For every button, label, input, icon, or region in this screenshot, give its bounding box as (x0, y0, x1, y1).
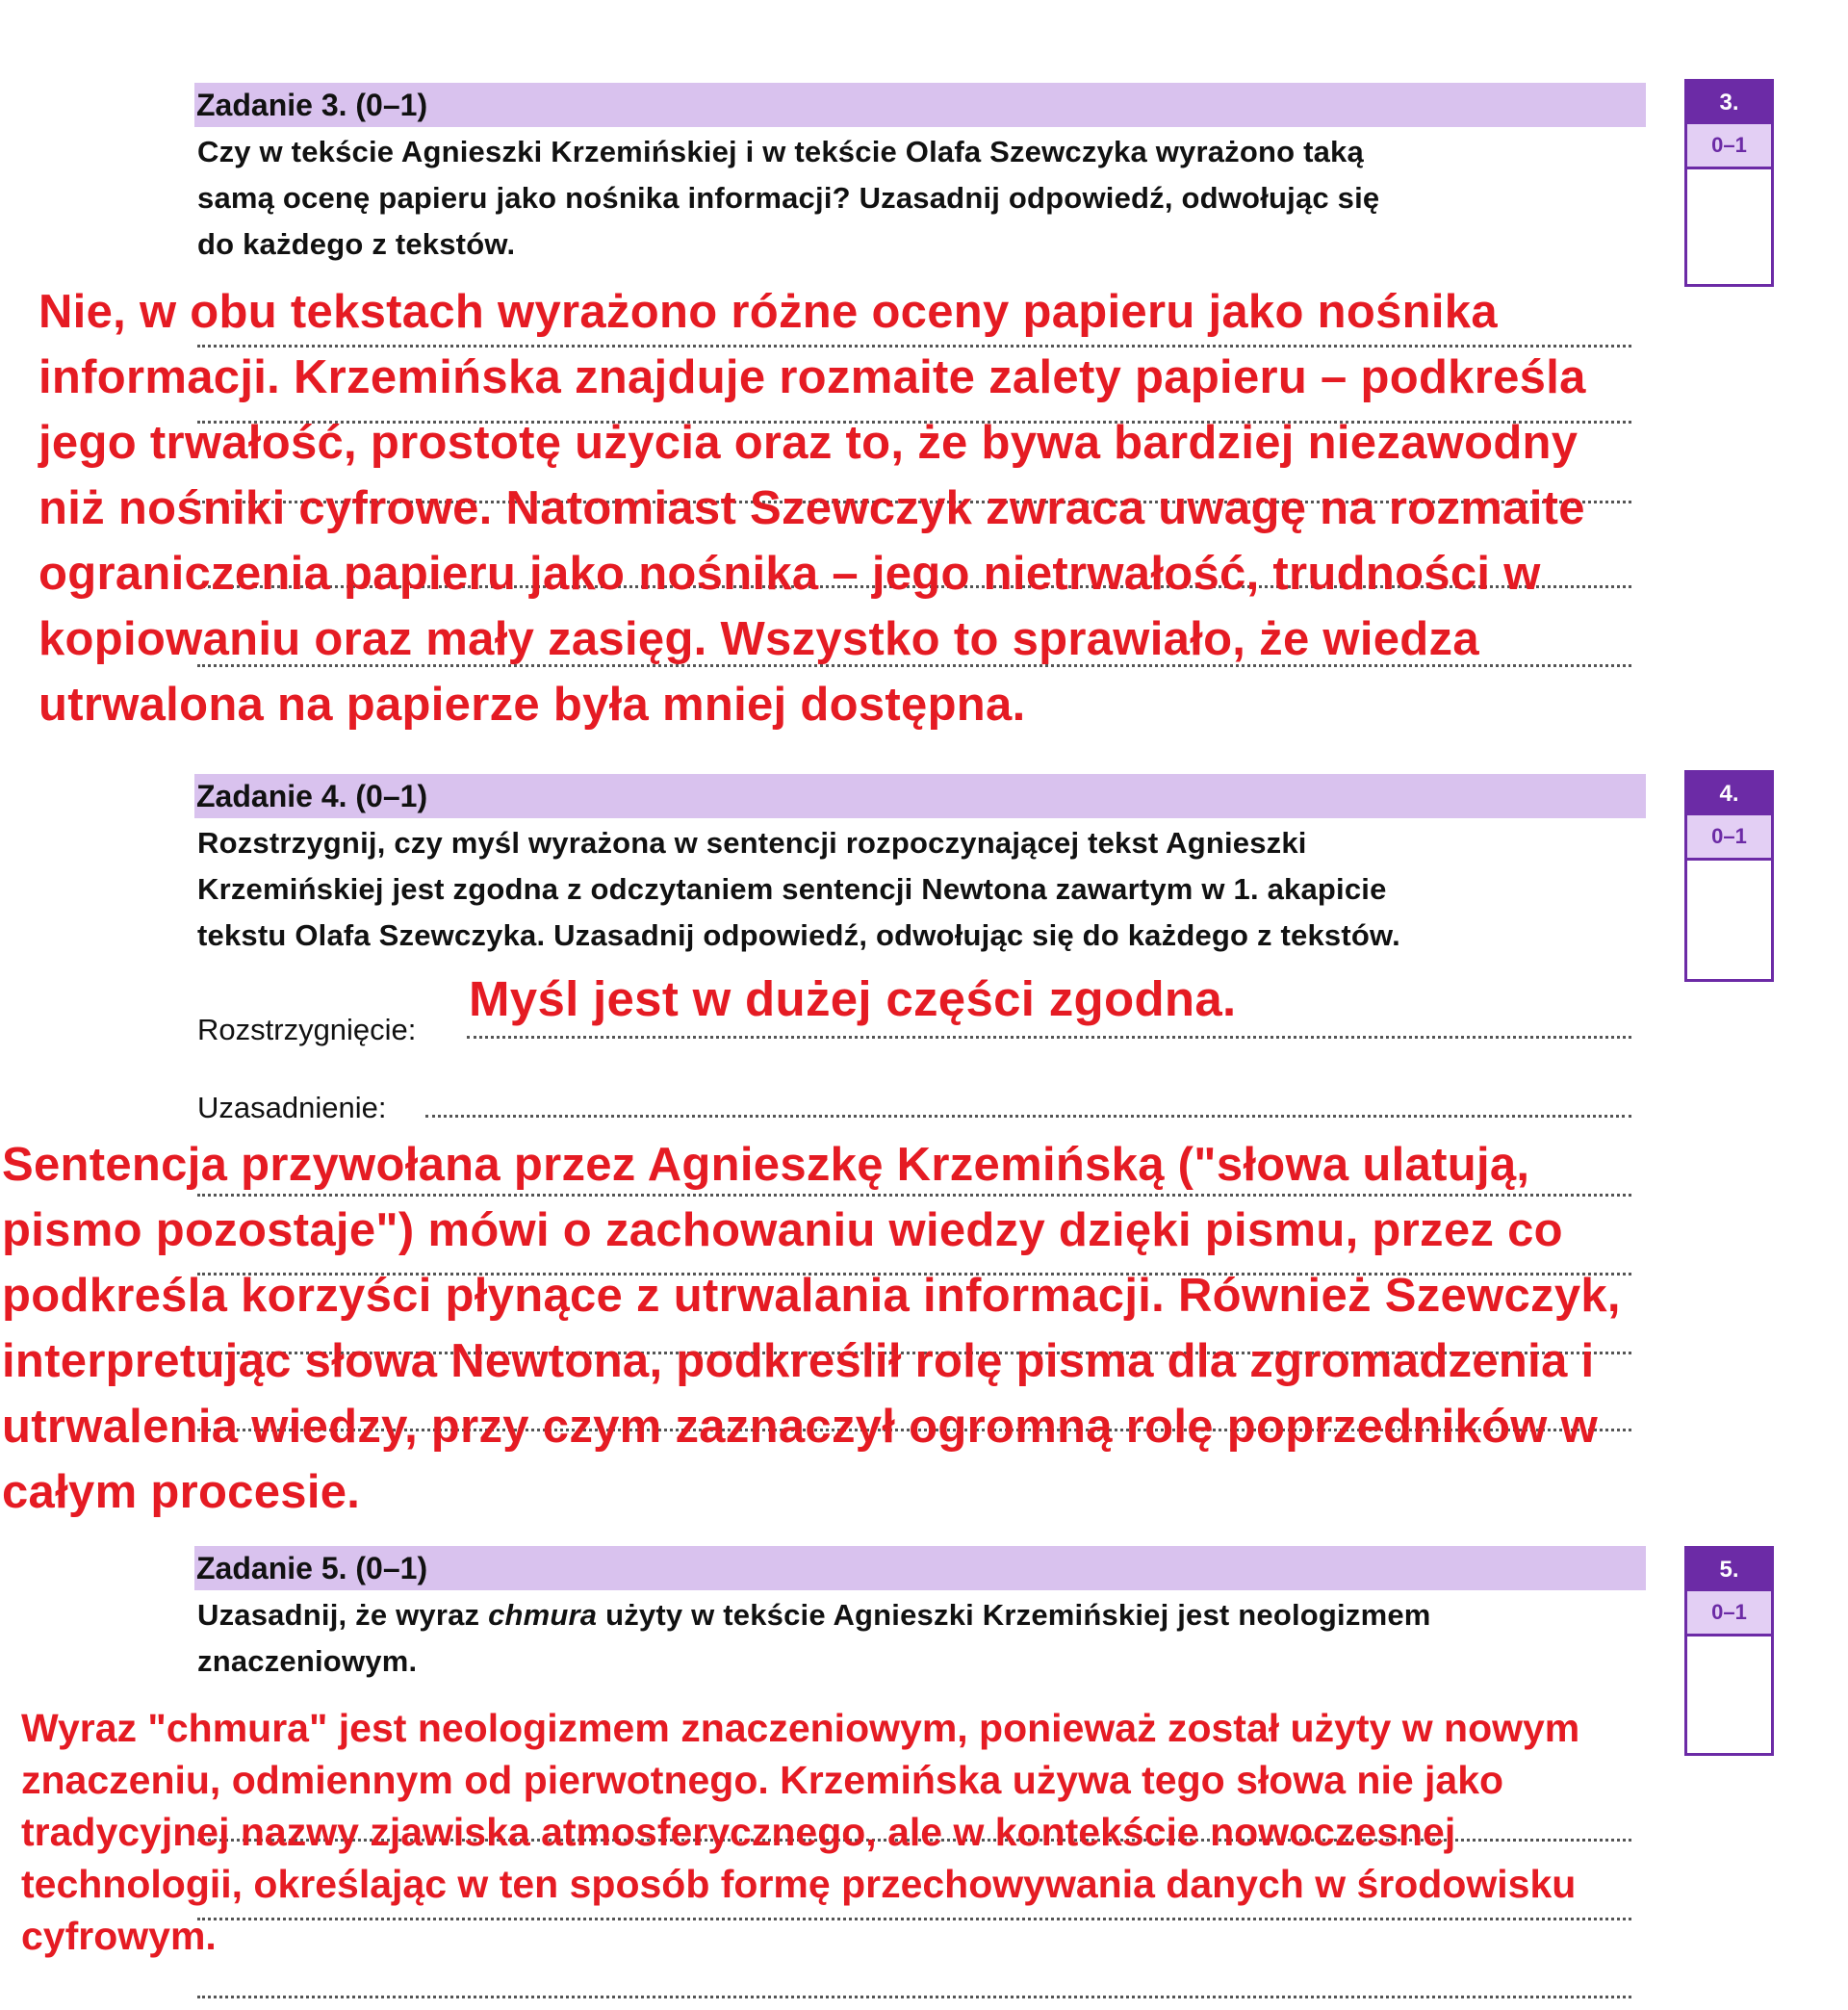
question-line: samą ocenę papieru jako nośnika informacji? Uzasadnij odpowiedź, odwołując się (197, 181, 1380, 215)
answer-line: interpretując słowa Newtona, podkreślił rolę pisma dla zgromadzenia i (2, 1335, 1595, 1387)
question-text: użyty w tekście Agnieszki Krzemińskiej jest neologizmem (597, 1598, 1431, 1632)
answer-line: Sentencja przywołana przez Agnieszkę Krzemińską ("słowa ulatują, (2, 1139, 1530, 1191)
justification-dotted-line (425, 1115, 1631, 1118)
task-5-score-box[interactable] (1684, 1546, 1774, 1756)
question-line: znaczeniowym. (197, 1644, 418, 1678)
task-5-answer (21, 1702, 1579, 1962)
task-number: 3. (1687, 82, 1771, 124)
answer-line: kopiowaniu oraz mały zasięg. Wszystko to sprawiało, że wiedza (38, 613, 1479, 665)
task-3-answer (38, 279, 1586, 737)
answer-line: cyfrowym. (21, 1914, 217, 1958)
question-line: Czy w tekście Agnieszki Krzemińskiej i w tekście Olafa Szewczyka wyrażono taką (197, 135, 1364, 168)
question-text: Uzasadnij, że wyraz (197, 1598, 489, 1632)
answer-line: tradycyjnej nazwy zjawiska atmosferycznego, ale w kontekście nowoczesnej (21, 1810, 1456, 1854)
question-line (197, 1592, 1622, 1638)
answer-line: utrwalenia wiedzy, przy czym zaznaczył ogromną rolę poprzedników w (2, 1401, 1599, 1453)
task-4-header: Zadanie 4. (0–1) (194, 774, 1646, 818)
decision-dotted-line (467, 1036, 1631, 1039)
score-range: 0–1 (1687, 1591, 1771, 1636)
question-line: do każdego z tekstów. (197, 227, 516, 261)
answer-line: całym procesie. (2, 1466, 361, 1518)
question-line: Rozstrzygnij, czy myśl wyrażona w sentencji rozpoczynającej tekst Agnieszki (197, 826, 1307, 860)
decision-label: Rozstrzygnięcie: (197, 1013, 417, 1046)
answer-line: niż nośniki cyfrowe. Natomiast Szewczyk zwraca uwagę na rozmaite (38, 482, 1585, 534)
task-3-score-box[interactable] (1684, 79, 1774, 287)
task-4-decision-answer: Myśl jest w dużej części zgodna. (469, 971, 1237, 1026)
answer-line: informacji. Krzemińska znajduje rozmaite zalety papieru – podkreśla (38, 351, 1586, 403)
task-4-question (197, 820, 1622, 959)
score-range: 0–1 (1687, 815, 1771, 861)
answer-line: znaczeniu, odmiennym od pierwotnego. Krzemińska używa tego słowa nie jako (21, 1758, 1504, 1802)
answer-line: utrwalona na papierze była mniej dostępna. (38, 679, 1026, 731)
score-range: 0–1 (1687, 124, 1771, 169)
question-line: Krzemińskiej jest zgodna z odczytaniem sentencji Newtona zawartym w 1. akapicie (197, 872, 1387, 906)
task-number: 4. (1687, 773, 1771, 815)
justification-label: Uzasadnienie: (197, 1091, 387, 1124)
answer-line: pismo pozostaje") mówi o zachowaniu wiedzy dzięki pismu, przez co (2, 1204, 1563, 1256)
task-3-header: Zadanie 3. (0–1) (194, 83, 1646, 127)
task-4-justification-answer (2, 1132, 1621, 1525)
question-line: tekstu Olafa Szewczyka. Uzasadnij odpowiedź, odwołując się do każdego z tekstów. (197, 918, 1400, 952)
answer-line: jego trwałość, prostotę użycia oraz to, że bywa bardziej niezawodny (38, 417, 1578, 469)
answer-line: Nie, w obu tekstach wyrażono różne oceny papieru jako nośnika (38, 286, 1498, 338)
task-4-score-box[interactable] (1684, 770, 1774, 982)
answer-dotted-line (197, 1996, 1631, 1998)
task-number: 5. (1687, 1549, 1771, 1591)
answer-line: podkreśla korzyści płynące z utrwalania informacji. Również Szewczyk, (2, 1270, 1621, 1322)
question-italic-word: chmura (488, 1598, 598, 1632)
answer-line: Wyraz "chmura" jest neologizmem znaczeniowym, ponieważ został użyty w nowym (21, 1706, 1580, 1750)
task-3-question (197, 129, 1622, 268)
answer-line: technologii, określając w ten sposób formę przechowywania danych w środowisku (21, 1862, 1577, 1906)
task-5-header: Zadanie 5. (0–1) (194, 1546, 1646, 1590)
task-5-question (197, 1592, 1622, 1685)
answer-line: ograniczenia papieru jako nośnika – jego nietrwałość, trudności w (38, 548, 1541, 600)
